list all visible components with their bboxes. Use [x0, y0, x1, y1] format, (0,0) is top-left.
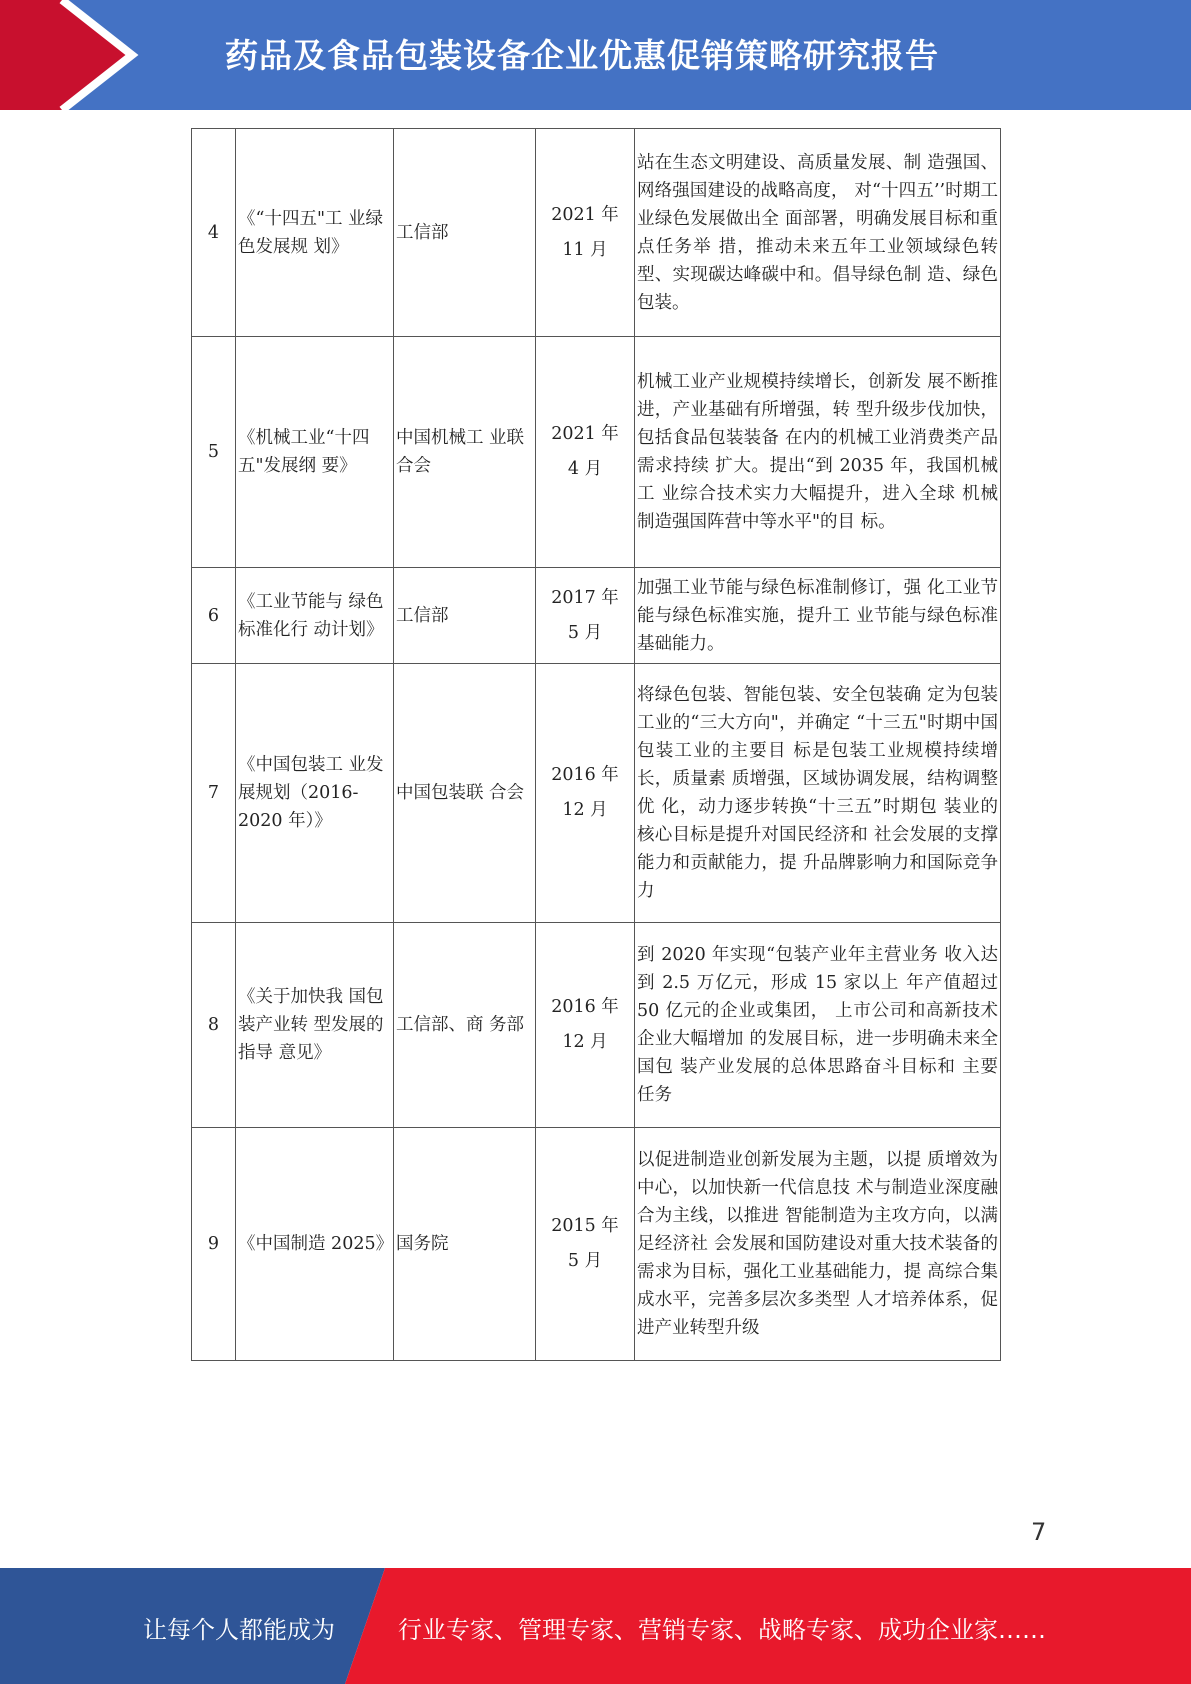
- policy-description: 站在生态文明建设、高质量发展、制 造强国、网络强国建设的战略高度， 对“十四五’’时期工业绿色发展做出全 面部署，明确发展目标和重点任务举 措，推动未来五年工业领域绿色转 型、实现碳达峰碳中和。倡导绿色制 造、绿色包装。: [635, 129, 1001, 337]
- issue-date: [536, 1128, 635, 1361]
- issue-month: 5 月: [567, 622, 603, 643]
- policy-description: 到 2020 年实现“包装产业年主营业务 收入达到 2.5 万亿元，形成 15 家以上 年产值超过 50 亿元的企业或集团， 上市公司和高新技术企业大幅增加 的发展目标，进一步明确未来全国包 装产业发展的总体思路奋斗目标和 主要任务: [635, 923, 1001, 1128]
- table-row: [192, 923, 1001, 1128]
- policy-description: 机械工业产业规模持续增长，创新发 展不断推进，产业基础有所增强，转 型升级步伐加快，包括食品包装装备 在内的机械工业消费类产品需求持续 扩大。提出“到 2035 年，我国机械工 业综合技术实力大幅提升，进入全球 机械制造强国阵营中等水平"的目 标。: [635, 337, 1001, 568]
- policy-name: 《关于加快我 国包装产业转 型发展的指导 意见》: [236, 923, 394, 1128]
- issue-date: [536, 337, 635, 568]
- issue-month: 4 月: [567, 459, 603, 479]
- policy-description: 以促进制造业创新发展为主题，以提 质增效为中心，以加快新一代信息技 术与制造业深度融合为主线，以推进 智能制造为主攻方向，以满足经济社 会发展和国防建设对重大技术装备的 需求为目标，强化工业基础能力，提 高综合集成水平，完善多层次多类型 人才培养体系，促进产业转型升级: [635, 1128, 1001, 1361]
- row-number: 4: [192, 129, 236, 337]
- row-number: 9: [192, 1128, 236, 1361]
- issuing-department: 工信部: [394, 568, 536, 664]
- policy-description: 将绿色包装、智能包装、安全包装确 定为包装工业的“三大方向"，并确定 “十三五"时期中国包装工业的主要目 标是包装工业规模持续增长，质量素 质增强，区域协调发展，结构调整优 化，动力逐步转换“十三五”时期包 装业的核心目标是提升对国民经济和 社会发展的支撑能力和贡献能力，提 升品牌影响力和国际竞争力: [635, 664, 1001, 923]
- policy-name: 《“十四五"工 业绿色发展规 划》: [236, 129, 394, 337]
- issue-year: 2016 年: [551, 997, 619, 1017]
- issue-year: 2021 年: [551, 424, 619, 444]
- table-row: [192, 129, 1001, 337]
- row-number: 7: [192, 664, 236, 923]
- policy-name: 《机械工业“十四五"发展纲 要》: [236, 337, 394, 568]
- policy-name: 《中国包装工 业发展规划（2016-2020 年）》: [236, 664, 394, 923]
- issue-date: [536, 664, 635, 923]
- table-row: [192, 664, 1001, 923]
- issue-date: [536, 923, 635, 1128]
- page-number: 7: [1031, 1518, 1047, 1546]
- issuing-department: 中国包装联 合会: [394, 664, 536, 923]
- issue-year: 2021 年: [551, 204, 619, 225]
- row-number: 8: [192, 923, 236, 1128]
- header-chevron-icon: [0, 0, 160, 110]
- report-title: 药品及食品包装设备企业优惠促销策略研究报告: [225, 36, 939, 75]
- issue-year: 2017 年: [551, 587, 619, 608]
- issuing-department: 工信部: [394, 129, 536, 337]
- issuing-department: 中国机械工 业联合会: [394, 337, 536, 568]
- row-number: 5: [192, 337, 236, 568]
- policy-table: [191, 128, 1001, 1361]
- issue-month: 12 月: [562, 800, 608, 820]
- issue-month: 12 月: [562, 1032, 608, 1052]
- policy-name: 《中国制造 2025》: [236, 1128, 394, 1361]
- policy-description: 加强工业节能与绿色标准制修订，强 化工业节能与绿色标准实施，提升工 业节能与绿色标准基础能力。: [635, 568, 1001, 664]
- row-number: 6: [192, 568, 236, 664]
- page-footer: [0, 1568, 1191, 1684]
- footer-slogan-right: 行业专家、管理专家、营销专家、战略专家、成功企业家……: [398, 1616, 1046, 1644]
- table-row: [192, 568, 1001, 664]
- policy-name: 《工业节能与 绿色标准化行 动计划》: [236, 568, 394, 664]
- issue-date: [536, 568, 635, 664]
- table-row: [192, 337, 1001, 568]
- page-header: [0, 0, 1191, 110]
- footer-slogan-left: 让每个人都能成为: [143, 1616, 335, 1644]
- issue-month: 11 月: [562, 239, 608, 260]
- issue-date: [536, 129, 635, 337]
- table-row: [192, 1128, 1001, 1361]
- issuing-department: 国务院: [394, 1128, 536, 1361]
- issuing-department: 工信部、商 务部: [394, 923, 536, 1128]
- issue-year: 2016 年: [551, 765, 619, 785]
- issue-year: 2015 年: [551, 1216, 619, 1236]
- issue-month: 5 月: [567, 1251, 603, 1271]
